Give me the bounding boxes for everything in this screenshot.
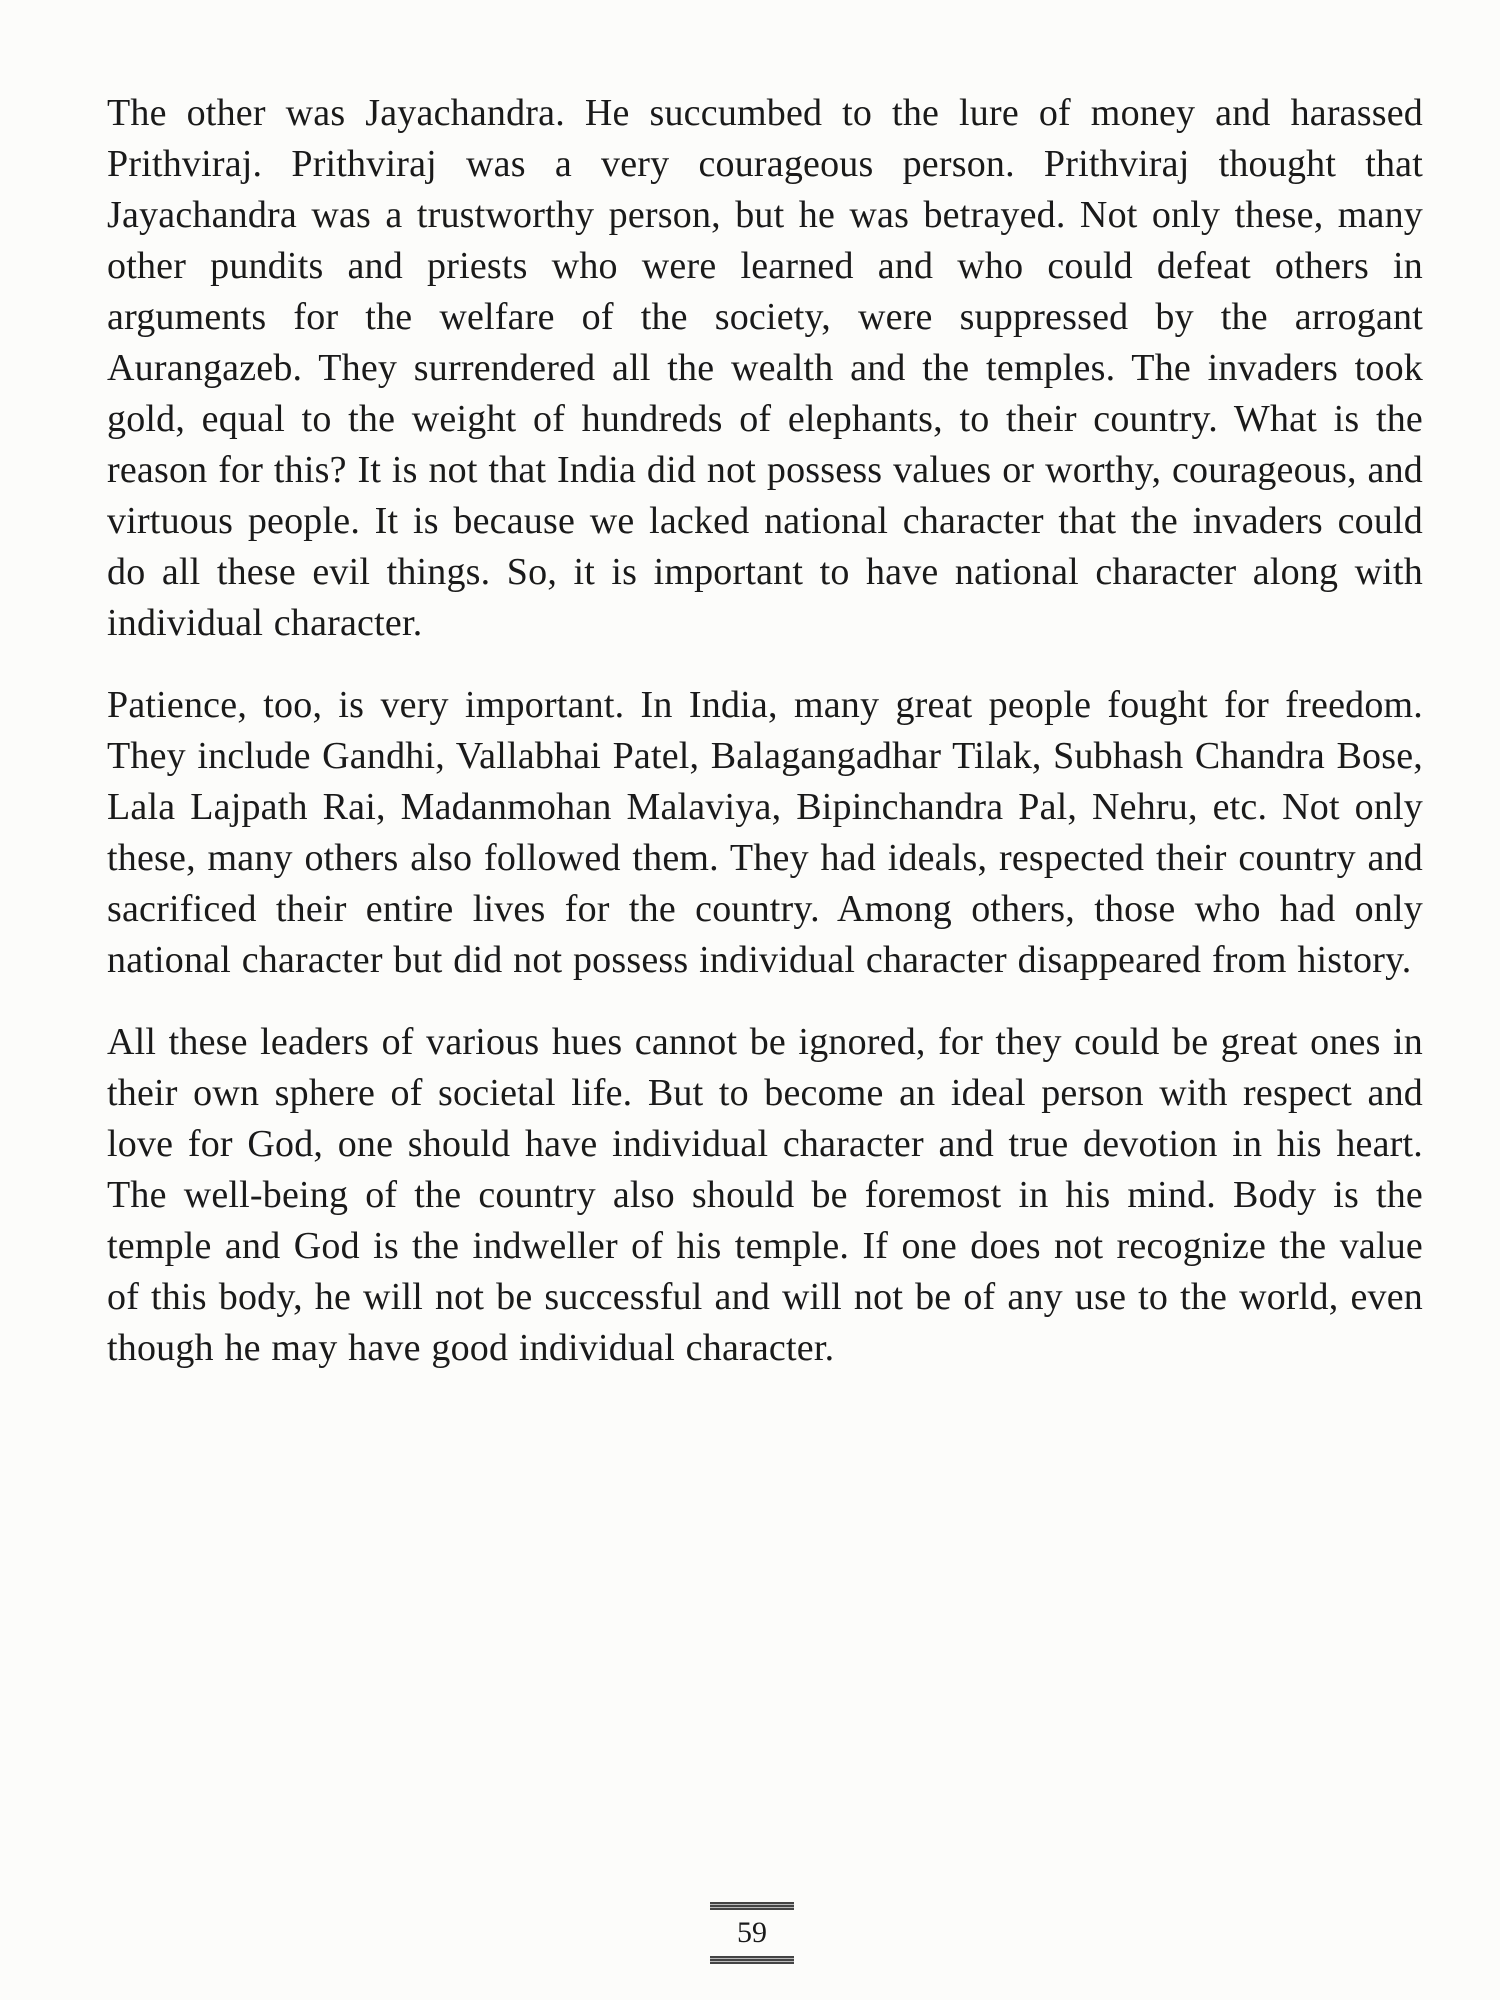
paragraph-2: Patience, too, is very important. In India, many great people fought for freedom. They include Gandhi, Vallabhai Patel, Balagangadhar Tilak, Subhash Chandra Bose, Lala Lajpath Rai, Madanmohan Malaviya, Bipinchandra Pal, Nehru, etc. Not only these, many others also followed them. They had ideals, respected their country and sacrificed their entire lives for the country. Among others, those who had only national character but did not possess individual character disappeared from history. — [107, 684, 1423, 981]
footer-rule-bottom — [710, 1956, 794, 1964]
paragraph-3: All these leaders of various hues cannot be ignored, for they could be great ones in their own sphere of societal life. But to become an ideal person with respect and love for God, one should have individual character and true devotion in his heart. The well-being of the country also should be foremost in his mind. Body is the temple and God is the indweller of his temple. If one does not recognize the value of this body, he will not be successful and will not be of any use to the world, even though he may have good individual character. — [107, 1021, 1423, 1369]
paragraph-1: The other was Jayachandra. He succumbed to the lure of money and harassed Prithviraj. Prithviraj was a very courageous person. Prithviraj thought that Jayachandra was a trustworthy person, but he was betrayed. Not only these, many other pundits and priests who were learned and who could defeat others in arguments for the welfare of the society, were suppressed by the arrogant Aurangazeb. They surrendered all the wealth and the temples. The invaders took gold, equal to the weight of hundreds of elephants, to their country. What is the reason for this? It is not that India did not possess values or worthy, courageous, and virtuous people. It is because we lacked national character that the invaders could do all these evil things. So, it is important to have national character along with individual character. — [107, 92, 1423, 644]
footer-rule-top — [710, 1902, 794, 1910]
page-number: 59 — [737, 1916, 767, 1949]
page-footer — [710, 1902, 794, 1964]
body-text — [107, 88, 1423, 1405]
